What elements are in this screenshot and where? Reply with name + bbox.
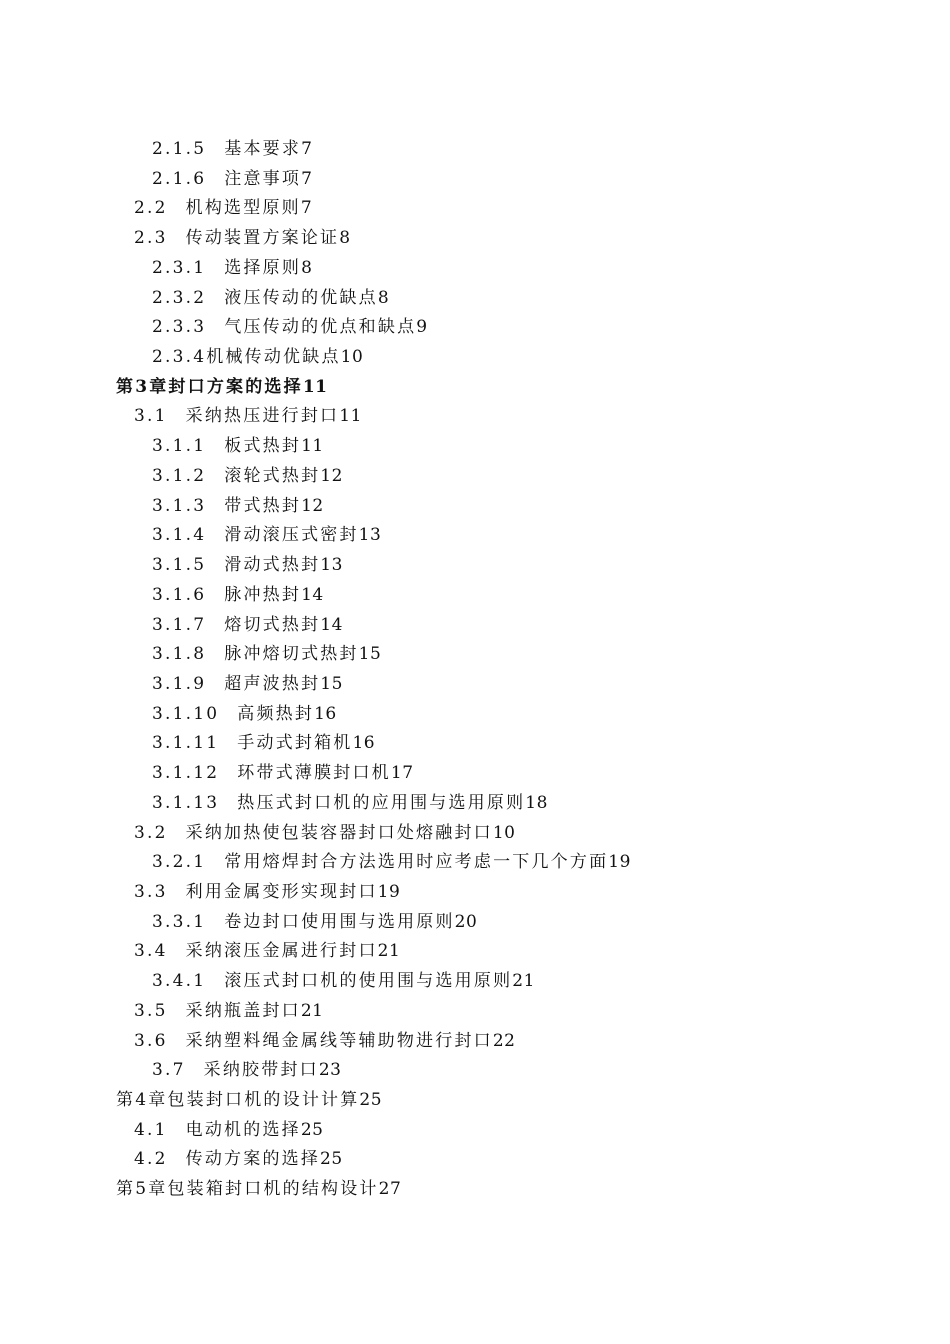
toc-entry-title: 采纳胶带封口 — [203, 1060, 319, 1081]
toc-entry-page: 7 — [300, 198, 313, 219]
toc-entry-page: 12 — [301, 495, 324, 516]
toc-entry[interactable] — [0, 402, 950, 432]
toc-entry-number: 3.3.1 — [152, 911, 207, 932]
toc-entry-title: 采纳塑料绳金属线等辅助物进行封口 — [185, 1030, 493, 1051]
toc-entry-number: 3.1.9 — [152, 673, 207, 694]
toc-entry-number: 3.1.5 — [152, 555, 207, 576]
toc-entry-number: 3.6 — [134, 1030, 168, 1051]
toc-entry-page: 17 — [390, 763, 414, 784]
toc-entry[interactable] — [0, 789, 950, 819]
toc-entry-number: 2.1.6 — [152, 168, 207, 189]
toc-entry-title: 热压式封口机的应用围与选用原则 — [237, 792, 526, 813]
toc-entry-number: 2.3.2 — [152, 287, 207, 308]
toc-entry-title: 熔切式热封 — [224, 614, 321, 635]
toc-entry-title: 滑动滚压式密封 — [224, 525, 359, 546]
toc-entry-page: 9 — [416, 317, 428, 338]
toc-entry-title: 手动式封箱机 — [237, 733, 353, 754]
toc-entry[interactable] — [0, 878, 950, 908]
toc-entry-title: 滚轮式热封 — [224, 465, 321, 486]
toc-entry-number: 2.3.1 — [152, 257, 207, 278]
toc-entry-title: 电动机的选择 — [185, 1119, 301, 1140]
toc-entry-page: 21 — [300, 1000, 324, 1021]
toc-entry-number: 3.1.6 — [152, 584, 207, 605]
toc-entry-title: 采纳热压进行封口 — [185, 406, 340, 427]
toc-entry-page: 8 — [301, 257, 313, 278]
toc-entry-number: 3.3 — [134, 881, 168, 902]
toc-entry-page: 16 — [314, 703, 337, 724]
toc-entry[interactable] — [0, 135, 950, 165]
toc-entry-title: 带式热封 — [224, 495, 302, 516]
toc-entry-page: 11 — [302, 376, 328, 397]
toc-entry[interactable] — [0, 284, 950, 314]
toc-entry-number: 4.1 — [134, 1119, 168, 1140]
toc-entry-title: 采纳滚压金属进行封口 — [185, 941, 378, 962]
toc-entry-number: 3.1.11 — [152, 733, 220, 754]
toc-entry[interactable] — [0, 611, 950, 641]
toc-entry-title: 注意事项 — [224, 168, 302, 189]
toc-entry[interactable] — [0, 492, 950, 522]
toc-entry-page: 20 — [454, 911, 478, 932]
toc-entry[interactable] — [0, 373, 950, 403]
toc-entry-title: 第3章封口方案的选择 — [116, 376, 303, 397]
toc-entry-page: 14 — [301, 584, 324, 605]
toc-entry[interactable] — [0, 1027, 950, 1057]
toc-entry-title: 滚压式封口机的使用围与选用原则 — [224, 971, 513, 992]
toc-entry-title: 脉冲热封 — [224, 584, 302, 605]
toc-entry-title: 板式热封 — [224, 436, 302, 457]
toc-entry-title: 基本要求 — [224, 139, 302, 159]
toc-entry[interactable] — [0, 521, 950, 551]
toc-entry-page: 13 — [358, 525, 382, 546]
toc-entry-number: 3.4.1 — [152, 971, 207, 992]
toc-entry-title: 常用熔焊封合方法选用时应考虑一下几个方面 — [224, 852, 609, 873]
toc-entry-page: 22 — [492, 1030, 516, 1051]
toc-entry-page: 15 — [320, 673, 343, 694]
toc-entry-page: 7 — [301, 139, 313, 159]
toc-entry-page: 10 — [340, 347, 364, 368]
toc-entry-page: 23 — [318, 1060, 342, 1081]
toc-entry-title: 液压传动的优缺点 — [224, 287, 378, 308]
toc-entry-title: 机构选型原则 — [185, 198, 301, 219]
toc-entry[interactable] — [0, 937, 950, 967]
toc-entry-number: 3.1.1 — [152, 436, 207, 457]
toc-entry[interactable] — [0, 1116, 950, 1146]
toc-entry[interactable] — [0, 432, 950, 462]
toc-entry-number: 3.1.10 — [152, 703, 220, 724]
toc-entry-page: 12 — [320, 465, 343, 486]
toc-entry[interactable] — [0, 819, 950, 849]
toc-entry[interactable] — [0, 1175, 950, 1205]
toc-entry-page: 14 — [320, 614, 343, 635]
toc-entry-number: 3.1.8 — [152, 644, 207, 665]
toc-entry-page: 27 — [378, 1179, 402, 1200]
toc-entry-title: 第4章包装封口机的设计计算 — [116, 1090, 360, 1110]
toc-entry[interactable] — [0, 343, 950, 373]
toc-entry-number: 2.2 — [134, 198, 168, 219]
toc-entry-number: 3.2.1 — [152, 852, 207, 873]
toc-entry-number: 3.2 — [134, 822, 168, 843]
toc-entry-page: 19 — [377, 881, 401, 902]
table-of-contents — [0, 135, 950, 1205]
toc-entry[interactable] — [0, 759, 950, 789]
toc-entry[interactable] — [0, 908, 950, 938]
toc-entry[interactable] — [0, 254, 950, 284]
toc-entry[interactable] — [0, 729, 950, 759]
toc-entry-page: 18 — [525, 792, 548, 813]
toc-entry[interactable] — [0, 848, 950, 878]
toc-entry-title: 环带式薄膜封口机 — [237, 763, 391, 784]
toc-entry-title: 第5章包装箱封口机的结构设计 — [116, 1179, 379, 1200]
toc-entry-number: 3.1.4 — [152, 525, 207, 546]
toc-entry[interactable] — [0, 670, 950, 700]
toc-entry[interactable] — [0, 224, 950, 254]
toc-entry[interactable] — [0, 967, 950, 997]
toc-entry[interactable] — [0, 551, 950, 581]
toc-entry-number: 3.1.2 — [152, 465, 207, 486]
toc-entry-page: 8 — [339, 228, 351, 249]
toc-entry-page: 15 — [358, 644, 382, 665]
toc-entry-title: 传动方案的选择 — [185, 1149, 321, 1170]
toc-entry[interactable] — [0, 462, 950, 492]
toc-entry-title: 脉冲熔切式热封 — [224, 644, 359, 665]
toc-entry-page: 25 — [359, 1090, 383, 1110]
toc-entry[interactable] — [0, 997, 950, 1027]
toc-entry-number: 2.1.5 — [152, 139, 207, 159]
toc-entry[interactable] — [0, 1086, 950, 1116]
toc-entry-title: 高频热封 — [237, 703, 315, 724]
toc-entry-number: 2.3 — [134, 228, 168, 249]
toc-entry-page: 21 — [512, 971, 535, 992]
toc-entry-number: 3.5 — [134, 1000, 168, 1021]
toc-entry-title: 卷边封口使用围与选用原则 — [224, 911, 455, 932]
toc-entry-number: 4.2 — [134, 1149, 168, 1170]
toc-entry-page: 13 — [320, 555, 343, 576]
toc-entry-page: 25 — [320, 1149, 343, 1170]
toc-entry-title: 利用金属变形实现封口 — [185, 881, 378, 902]
toc-entry[interactable] — [0, 640, 950, 670]
toc-entry-title: 超声波热封 — [224, 673, 321, 694]
toc-entry[interactable] — [0, 700, 950, 730]
toc-entry-page: 10 — [492, 822, 516, 843]
toc-entry-number: 3.1 — [134, 406, 168, 427]
toc-entry-title: 2.3.4机械传动优缺点 — [152, 347, 341, 368]
toc-entry-number: 3.4 — [134, 941, 168, 962]
toc-entry-title: 采纳加热使包装容器封口处熔融封口 — [185, 822, 493, 843]
toc-entry-title: 传动装置方案论证 — [185, 228, 340, 249]
toc-entry-title: 滑动式热封 — [224, 555, 321, 576]
toc-entry-page: 16 — [352, 733, 376, 754]
toc-entry-number: 3.1.7 — [152, 614, 207, 635]
toc-entry-title: 采纳瓶盖封口 — [185, 1000, 301, 1021]
toc-entry[interactable] — [0, 313, 950, 343]
toc-entry-title: 气压传动的优点和缺点 — [224, 317, 417, 338]
toc-entry-number: 3.1.3 — [152, 495, 207, 516]
toc-entry-page: 11 — [339, 406, 362, 427]
toc-entry-number: 2.3.3 — [152, 317, 207, 338]
toc-entry-number: 3.1.13 — [152, 792, 220, 813]
toc-entry-number: 3.7 — [152, 1060, 186, 1081]
toc-entry[interactable] — [0, 194, 950, 224]
toc-entry-page: 8 — [377, 287, 390, 308]
toc-entry-page: 25 — [300, 1119, 324, 1140]
toc-entry-page: 11 — [301, 436, 324, 457]
toc-entry[interactable] — [0, 1056, 950, 1086]
toc-entry-page: 21 — [377, 941, 401, 962]
toc-entry-number: 3.1.12 — [152, 763, 220, 784]
toc-entry-page: 7 — [301, 168, 313, 189]
toc-entry[interactable] — [0, 1145, 950, 1175]
toc-entry-page: 19 — [608, 852, 631, 873]
toc-entry[interactable] — [0, 581, 950, 611]
toc-entry-title: 选择原则 — [224, 257, 302, 278]
toc-entry[interactable] — [0, 165, 950, 195]
